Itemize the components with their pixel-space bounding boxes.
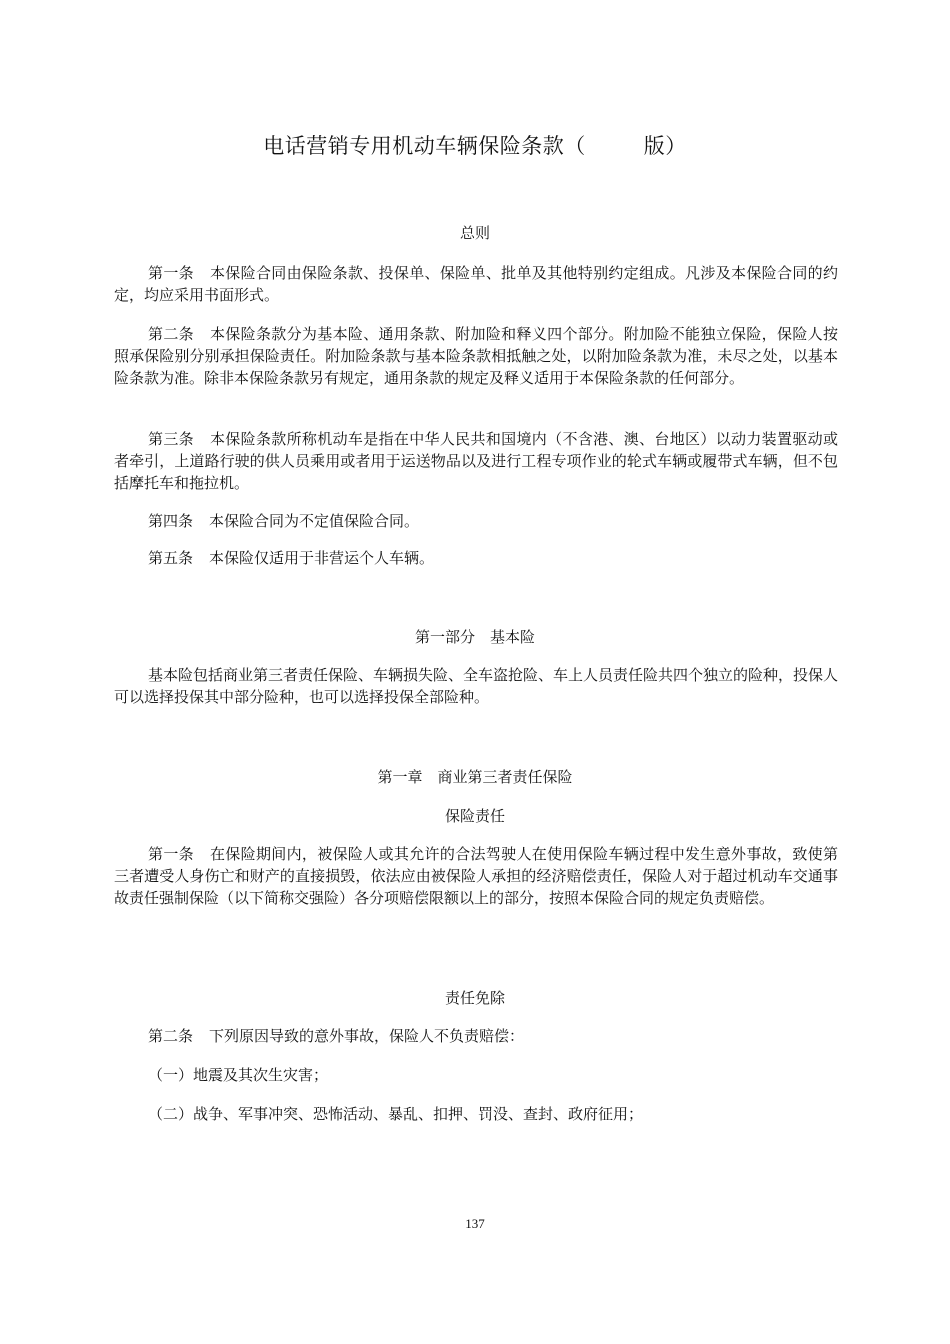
part1-intro: 基本险包括商业第三者责任保险、车辆损失险、全车盗抢险、车上人员责任险共四个独立的险种，投保人可以选择投保其中部分险种，也可以选择投保全部险种。 [114,666,839,706]
document-title [0,130,950,160]
article-text: 本保险合同由保险条款、投保单、保险单、批单及其他特别约定组成。凡涉及本保险合同的约定，均应采用书面形式。 [114,264,838,304]
article-number: 第一条 [148,264,194,282]
article-number: 第二条 [148,325,194,343]
article-number: 第四条 [148,512,194,530]
article-number: 第一条 [148,845,194,863]
exemption-article [114,1025,838,1047]
part1-heading: 第一部分 基本险 [414,628,535,646]
exemption-item-1: （一）地震及其次生灾害； [148,1066,329,1084]
general-article-4 [114,510,838,532]
general-article-2 [114,323,838,389]
liability-article [114,843,838,909]
title-tail: 版） [643,134,687,158]
general-article-3 [114,428,838,494]
article-number: 第二条 [148,1027,194,1045]
page-number: 137 [465,1216,485,1231]
article-text: 本保险条款所称机动车是指在中华人民共和国境内（不含港、澳、台地区）以动力装置驱动或者牵引，上道路行驶的供人员乘用或者用于运送物品以及进行工程专项作业的轮式车辆或履带式车辆，但不包括摩托车和拖拉机。 [114,430,838,492]
general-article-5 [114,547,838,569]
exemption-item-2: （二）战争、军事冲突、恐怖活动、暴乱、扣押、罚没、查封、政府征用； [148,1105,644,1123]
article-text: 下列原因导致的意外事故，保险人不负责赔偿： [209,1027,525,1045]
article-text: 本保险条款分为基本险、通用条款、附加险和释义四个部分。附加险不能独立保险，保险人按照承保险别分别承担保险责任。附加险条款与基本险条款相抵触之处，以附加险条款为准，未尽之处，以基本险条款为准。除非本保险条款另有规定，通用条款的规定及释义适用于本保险条款的任何部分。 [114,325,838,387]
liability-heading: 保险责任 [444,807,505,825]
general-article-1 [114,262,838,306]
article-text: 在保险期间内，被保险人或其允许的合法驾驶人在使用保险车辆过程中发生意外事故，致使第三者遭受人身伤亡和财产的直接损毁，依法应由被保险人承担的经济赔偿责任，保险人对于超过机动车交通事故责任强制保险（以下简称交强险）各分项赔偿限额以上的部分，按照本保险合同的规定负责赔偿。 [114,845,838,907]
exemption-heading: 责任免除 [444,989,505,1007]
chapter1-heading: 第一章 商业第三者责任保险 [377,768,573,786]
article-text: 本保险仅适用于非营运个人车辆。 [209,549,435,567]
article-number: 第五条 [148,549,194,567]
section-heading-general: 总则 [459,224,490,242]
title-main: 电话营销专用机动车辆保险条款（ [263,134,586,158]
article-number: 第三条 [148,430,194,448]
article-text: 本保险合同为不定值保险合同。 [209,512,420,530]
